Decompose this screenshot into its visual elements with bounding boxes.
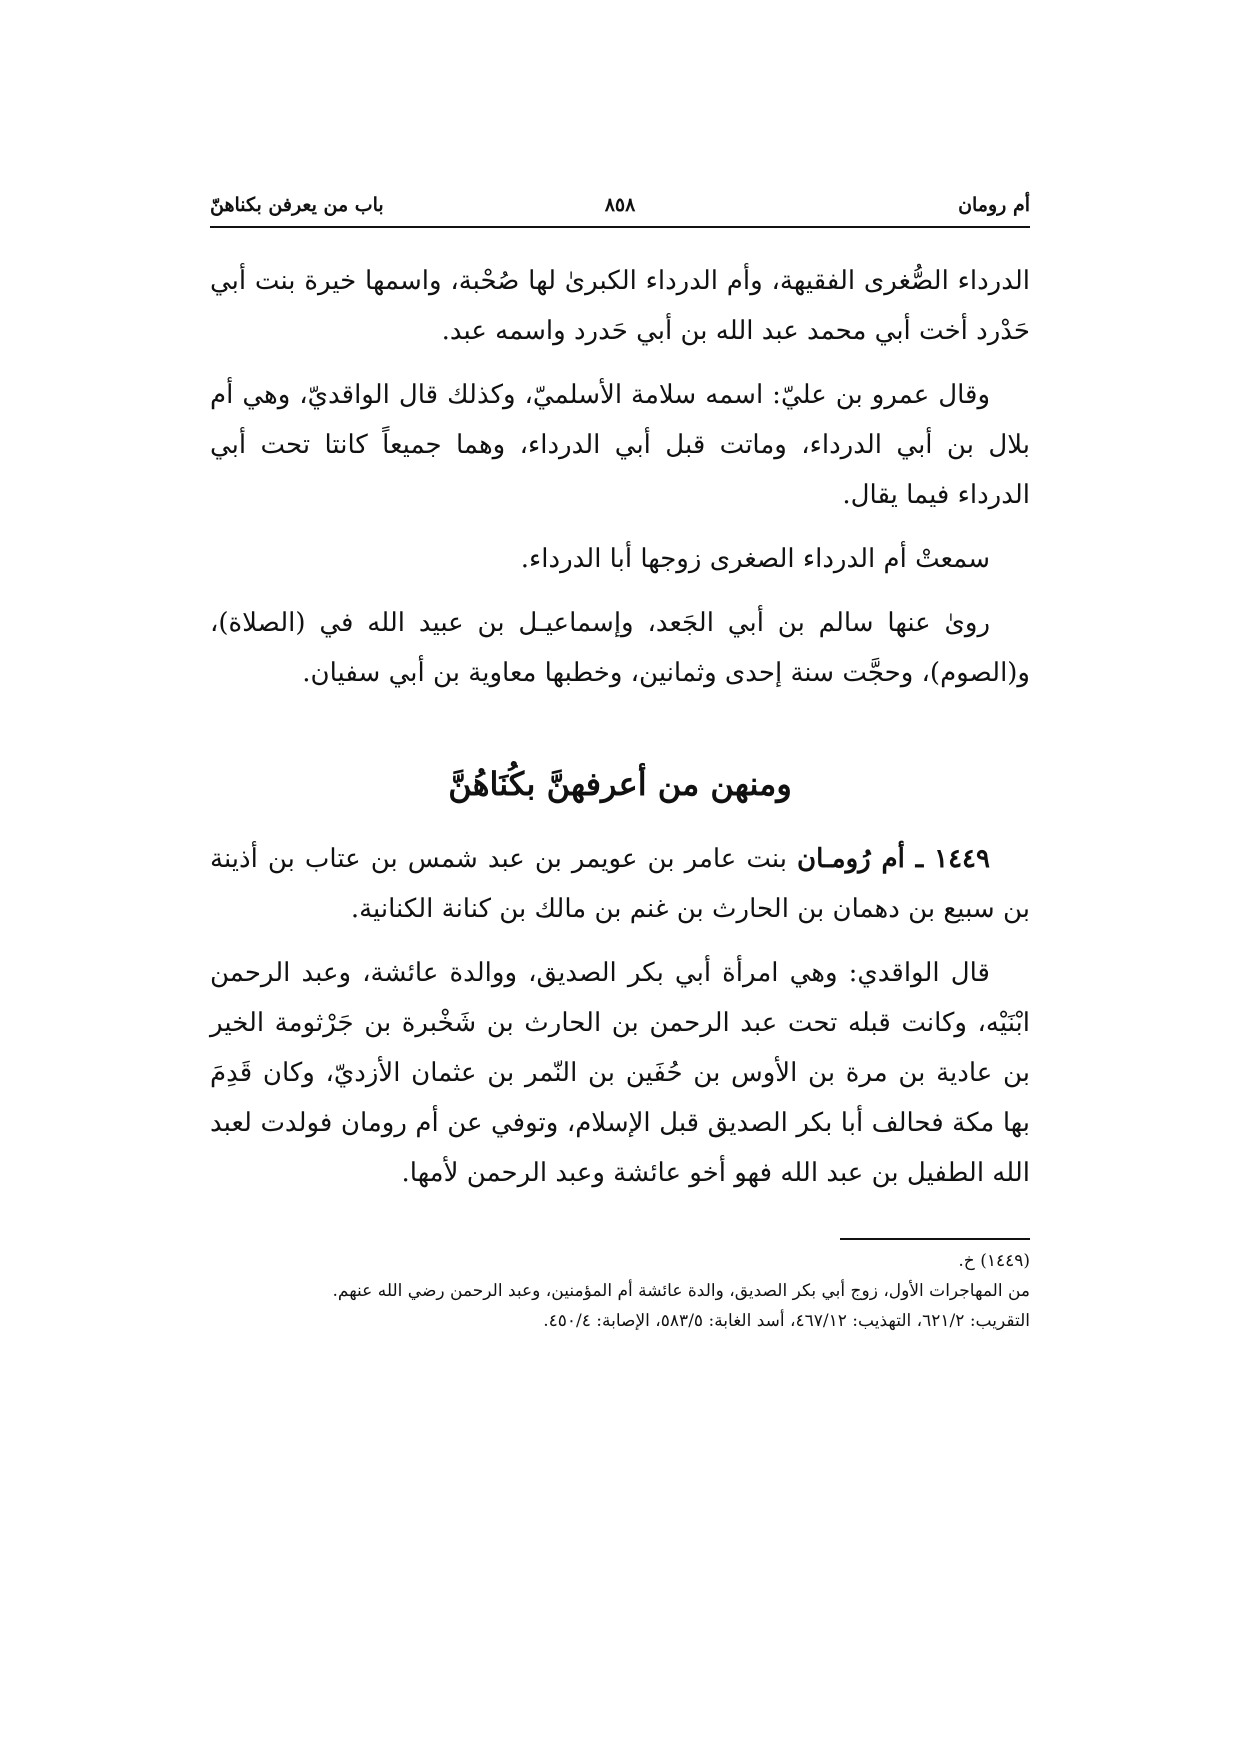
paragraph-4: روىٰ عنها سالم بن أبي الجَعد، وإسماعيـل بن عبيد الله في (الصلاة)، و(الصوم)، وحجَّت سنة إحدى وثمانين، وخطبها معاوية بن أبي سفيان. bbox=[210, 608, 1030, 688]
footnote-sources: التقريب: ٦٢١/٢، التهذيب: ٤٦٧/١٢، أسد الغابة: ٥٨٣/٥، الإصابة: ٤٥٠/٤. bbox=[543, 1311, 1030, 1331]
page-number: ٨٥٨ bbox=[604, 194, 636, 216]
header-chapter-title: باب من يعرفن بكناهنّ bbox=[210, 194, 384, 216]
section-heading: ومنهن من أعرفهنَّ بكُنَاهُنَّ bbox=[448, 765, 792, 803]
footnotes bbox=[210, 1246, 1030, 1336]
footnote-divider bbox=[840, 1238, 1030, 1240]
paragraph-3: سمعتْ أم الدرداء الصغرى زوجها أبا الدرداء. bbox=[520, 544, 990, 574]
main-text bbox=[210, 256, 1030, 1198]
entry-dash: ـ bbox=[904, 844, 935, 874]
book-page bbox=[210, 190, 1030, 1336]
paragraph-2: وقال عمرو بن عليّ: اسمه سلامة الأسلميّ، وكذلك قال الواقديّ، وهي أم بلال بن أبي الدرداء، وماتت قبل أبي الدرداء، وهما جميعاً كانتا تحت أبي الدرداء فيما يقال. bbox=[210, 380, 1030, 510]
footnote-description: من المهاجرات الأول، زوج أبي بكر الصديق، والدة عائشة أم المؤمنين، وعبد الرحمن رضي الله عنهم. bbox=[332, 1281, 1030, 1301]
footnote-reference: (١٤٤٩) خ. bbox=[958, 1251, 1030, 1271]
entry-name: أم رُومـان bbox=[797, 844, 905, 874]
paragraph-waqidi: قال الواقدي: وهي امرأة أبي بكر الصديق، ووالدة عائشة، وعبد الرحمن ابْنَيْه، وكانت قبله تحت عبد الرحمن بن الحارث بن شَخْبرة بن جَرْثومة الخير بن عادية بن مرة بن الأوس بن حُفَين بن النّمر بن عثمان الأزديّ، وكان قَدِمَ بها مكة فحالف أبا بكر الصديق قبل الإسلام، وتوفي عن أم رومان فولدت لعبد الله الطفيل بن عبد الله فهو أخو عائشة وعبد الرحمن لأمها. bbox=[210, 958, 1030, 1188]
entry-number: ١٤٤٩ bbox=[934, 844, 990, 874]
paragraph-1: الدرداء الصُّغرى الفقيهة، وأم الدرداء الكبرىٰ لها صُحْبة، واسمها خيرة بنت أبي حَدْرد أخت أبي محمد عبد الله بن أبي حَدرد واسمه عبد. bbox=[210, 266, 1030, 346]
header-entry-title: أم رومان bbox=[958, 194, 1030, 216]
biography-entry bbox=[210, 834, 1030, 934]
running-header bbox=[210, 190, 1030, 228]
entry-lineage: بنت عامر بن عويمر بن عبد شمس بن عتاب بن أذينة بن سبيع بن دهمان بن الحارث بن غنم بن مالك بن كنانة الكنانية. bbox=[210, 844, 1030, 924]
